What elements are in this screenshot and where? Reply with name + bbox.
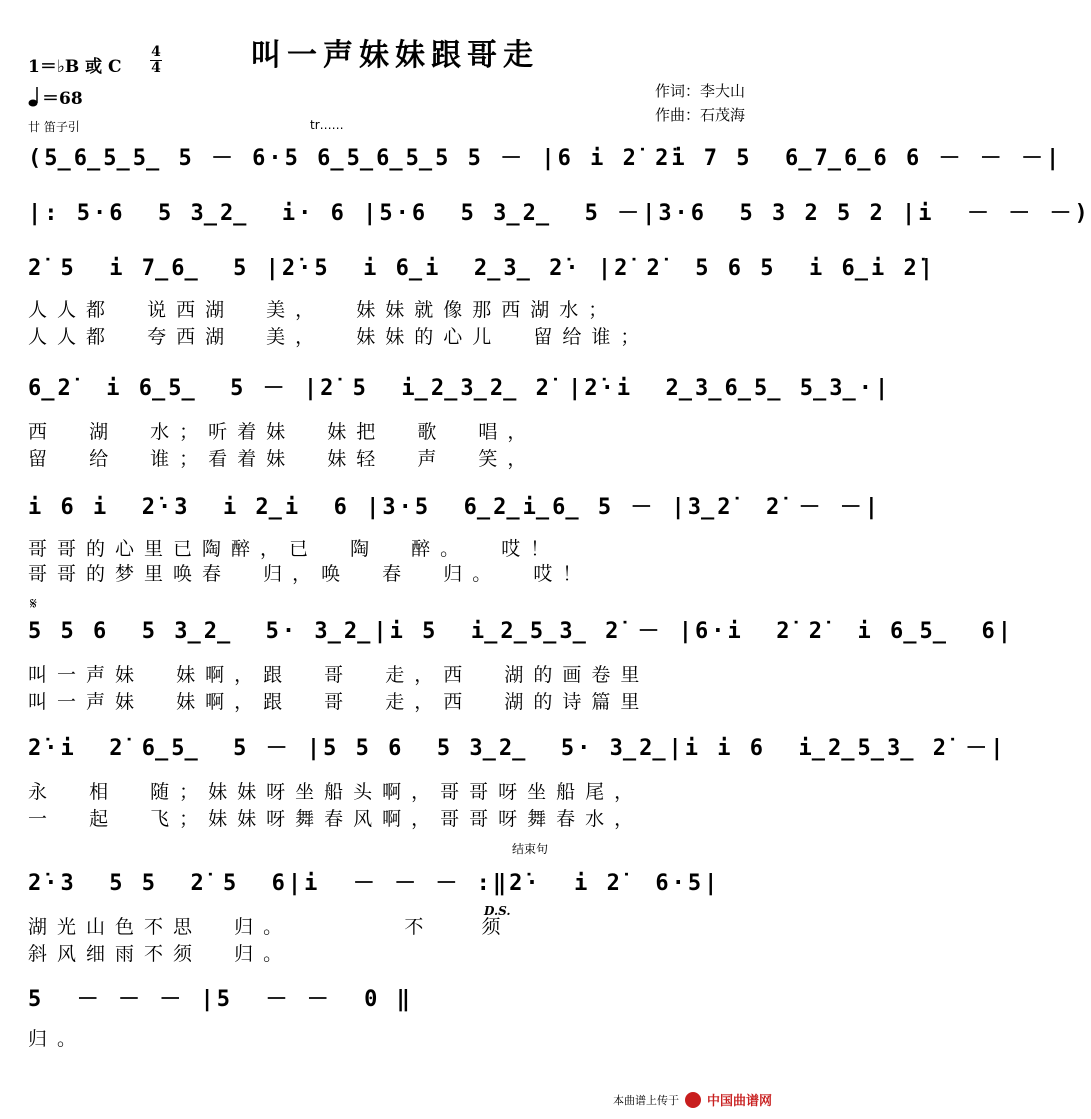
song-title: 叫一声妹妹跟哥走 <box>251 38 539 73</box>
time-signature <box>150 45 162 76</box>
quarter-note-icon <box>28 86 40 108</box>
footer-text: 本曲谱上传于 <box>612 1093 679 1107</box>
time-signature-bottom: 4 <box>151 60 161 76</box>
site-logo-icon <box>685 1092 701 1108</box>
time-signature-top: 4 <box>151 44 161 60</box>
system-7-lyric-1: 永 相 随；妹妹呀坐船头啊，哥哥呀坐船尾， <box>28 781 644 803</box>
intro-label: 廿 笛子引 <box>28 120 80 134</box>
system-5-notes: i 6 i 2̇·3 i 2̲i 6 |3·5 6̲2̲i̲6̲ 5 － |3̲2̇ 2̇ － －| <box>28 495 882 520</box>
system-1-notes: (5̲6̲5̲5̲ 5 － 6·5 6̲5̲6̲5̲5 5 － |6 i 2̇ 2̇i 7 5 6̲7̲6̲6 6 － － －| <box>28 146 1063 171</box>
footer-brand: 中国曲谱网 <box>706 1094 772 1109</box>
system-7-notes: 2̇·i 2̇ 6̲5̲ 5 － |5 5 6 5 3̲2̲ 5· 3̲2̲|i i 6 i̲2̲5̲3̲ 2̇ －| <box>28 736 1007 761</box>
key-signature: 1＝♭B 或 C <box>28 57 122 77</box>
footer <box>613 1090 772 1109</box>
system-5-lyric-1: 哥哥的心里已陶醉，已 陶 醉。 哎！ <box>28 538 560 560</box>
system-6-lyric-1: 叫一声妹 妹啊，跟 哥 走，西 湖的画卷里 <box>28 664 650 686</box>
system-8-lyric-2: 斜风细雨不须 归。 <box>28 943 293 965</box>
system-3-notes: 2̇ 5 i 7̲6̲ 5 |2̇·5 i 6̲i 2̲3̲ 2̇· |2̇ 2̇ 5 6 5 i 6̲i 2̇| <box>28 256 936 281</box>
system-5-lyric-2: 哥哥的梦里唤春 归，唤 春 归。 哎！ <box>28 563 592 585</box>
system-6-notes: 5 5 6 5 3̲2̲ 5· 3̲2̲|i 5 i̲2̲5̲3̲ 2̇ － |6·i 2̇ 2̇ i 6̲5̲ 6| <box>28 619 1014 644</box>
system-4-lyric-2: 留 给 谁；看着妹 妹轻 声 笑， <box>28 448 537 470</box>
composer-credit: 作曲：石茂海 <box>655 106 746 124</box>
system-6-lyric-2: 叫一声妹 妹啊，跟 哥 走，西 湖的诗篇里 <box>28 691 650 713</box>
tempo-value: ＝68 <box>42 89 83 109</box>
system-2-notes: |: 5·6 5 3̲2̲ i· 6 |5·6 5 3̲2̲ 5 －|3·6 5 3 2 5 2 |i － － －) <box>28 201 1091 226</box>
system-8-lyric-1: 湖光山色不思 归。 不 须 <box>28 916 511 938</box>
system-3-lyric-2: 人人都 夸西湖 美， 妹妹的心儿 留给谁； <box>28 326 650 348</box>
lyricist-credit: 作词：李大山 <box>655 82 746 100</box>
system-8-notes: 2̇·3 5 5 2̇ 5 6|i － － － :‖2̇· i 2̇ 6·5| <box>28 871 721 896</box>
ending-label: 结束句 <box>512 842 549 856</box>
tempo-mark <box>28 84 83 109</box>
system-9-lyric-1: 归。 <box>28 1028 87 1050</box>
system-4-notes: 6̲2̇ i 6̲5̲ 5 － |2̇ 5 i̲2̲3̲2̲ 2̇ |2̇·i 2̲3̲6̲5̲ 5̲3̲·| <box>28 376 892 401</box>
segno-icon: 𝄋 <box>30 594 37 613</box>
system-9-notes: 5 － － － |5 － － 0 ‖ <box>28 987 413 1012</box>
ds-mark: D.S. <box>484 904 511 918</box>
system-3-lyric-1: 人人都 说西湖 美， 妹妹就像那西湖水； <box>28 299 618 321</box>
system-4-lyric-1: 西 湖 水；听着妹 妹把 歌 唱， <box>28 421 537 443</box>
system-7-lyric-2: 一 起 飞；妹妹呀舞春风啊，哥哥呀舞春水， <box>28 808 644 830</box>
trill-label: tr…… <box>310 118 344 132</box>
